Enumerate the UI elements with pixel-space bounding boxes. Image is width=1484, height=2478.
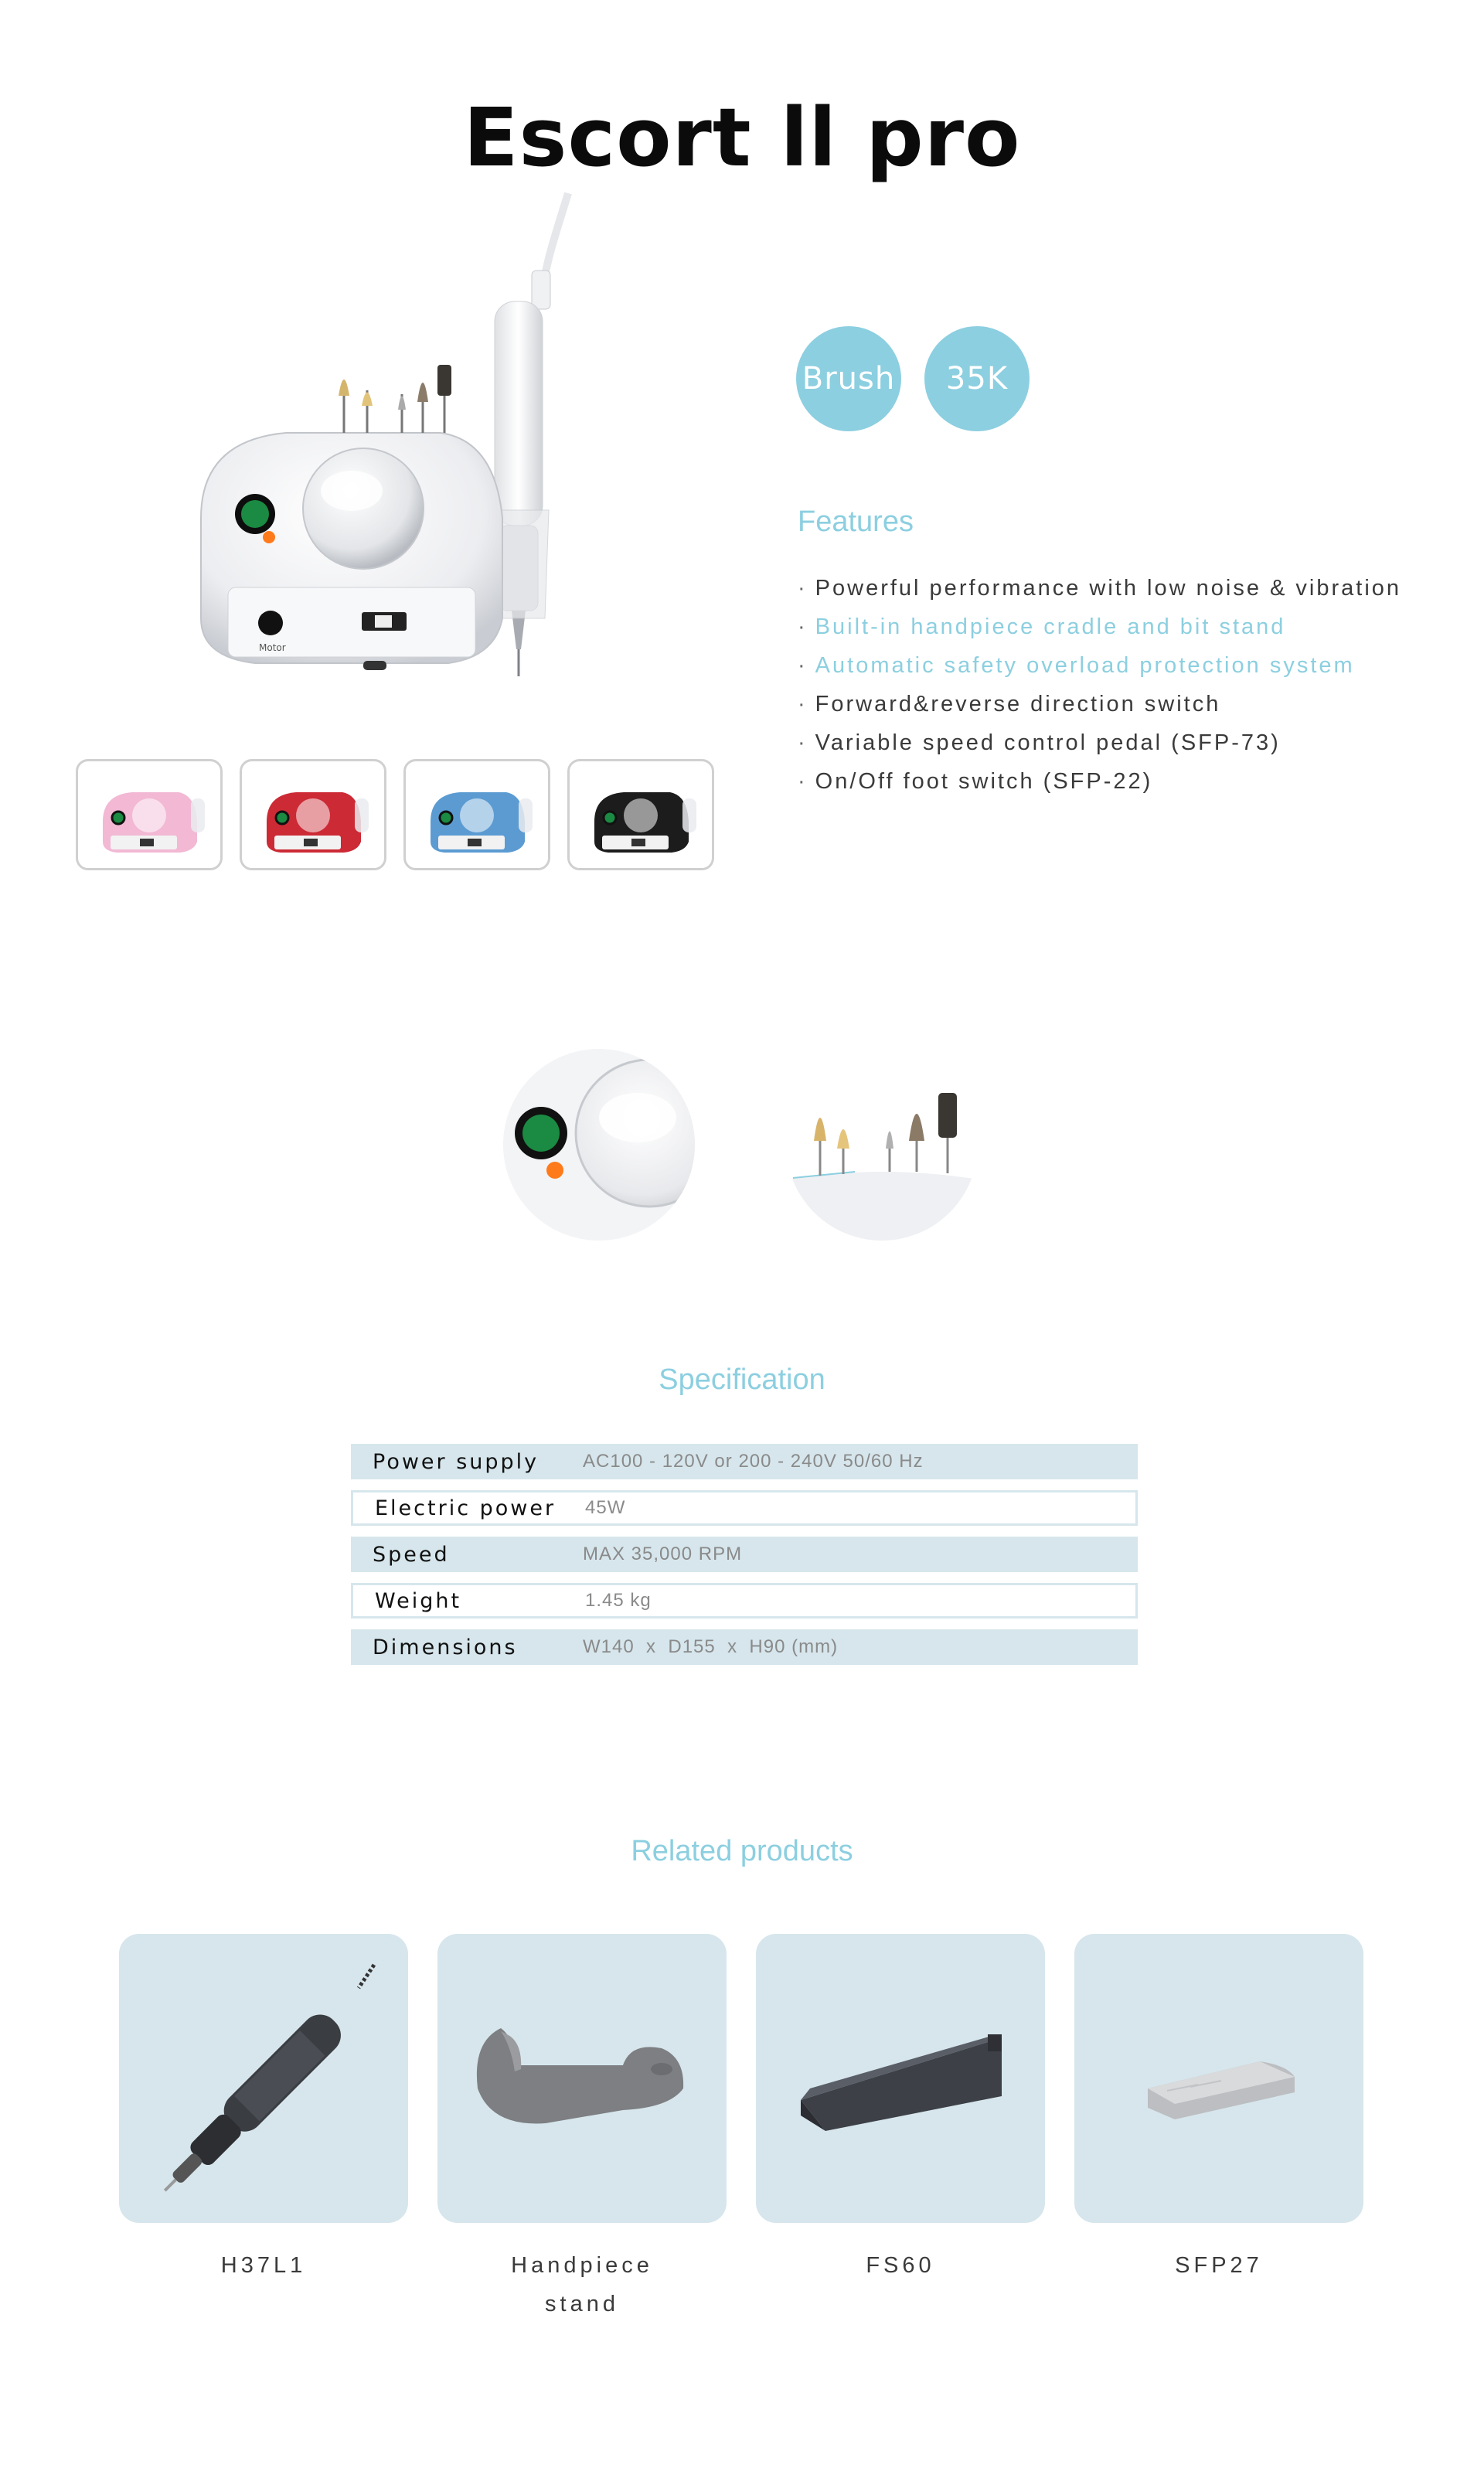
spec-label: Dimensions [373, 1635, 518, 1659]
related-label: H37L1 [220, 2253, 307, 2278]
related-label: SFP27 [1175, 2253, 1263, 2278]
spec-value: W140 x D155 x H90 (mm) [583, 1636, 839, 1657]
color-option-blue[interactable] [403, 759, 550, 870]
color-thumb-image [94, 775, 209, 859]
spec-row [351, 1444, 1138, 1479]
spec-row [351, 1490, 1138, 1526]
feature-item: · Variable speed control pedal (SFP-73) [798, 730, 1281, 755]
spec-label: Power supply [373, 1449, 539, 1474]
related-label: FS60 [866, 2253, 935, 2278]
color-thumb-image [257, 775, 373, 859]
feature-item: · Powerful performance with low noise & vibration [798, 576, 1402, 601]
related-card-h37l1[interactable] [119, 1934, 408, 2223]
spec-row [351, 1583, 1138, 1619]
color-option-pink[interactable] [76, 759, 223, 870]
badge-speed: 35K [924, 326, 1030, 431]
detail-bits-image [785, 1048, 979, 1241]
feature-item: · Forward&reverse direction switch [798, 692, 1221, 717]
spec-value: 1.45 kg [585, 1590, 652, 1611]
color-option-red[interactable] [240, 759, 386, 870]
feature-item: · Built-in handpiece cradle and bit stand [798, 614, 1286, 639]
feature-item: · On/Off foot switch (SFP-22) [798, 769, 1153, 794]
related-card-handpiece-stand[interactable] [437, 1934, 727, 2223]
badge-brush: Brush [796, 326, 901, 431]
stand-icon [437, 1934, 727, 2223]
features-heading: Features [798, 505, 914, 538]
color-thumb-image [421, 775, 537, 859]
detail-switch-image [502, 1048, 696, 1241]
spec-label: Electric power [375, 1496, 556, 1520]
spec-value: MAX 35,000 RPM [583, 1544, 743, 1564]
related-card-sfp27[interactable] [1074, 1934, 1363, 2223]
foot-pedal-icon [756, 1934, 1045, 2223]
features-list [798, 569, 1462, 801]
foot-switch-icon [1074, 1934, 1363, 2223]
product-hero-image [155, 186, 587, 696]
related-products-heading: Related products [631, 1835, 853, 1867]
feature-item: · Automatic safety overload protection system [798, 653, 1355, 678]
spec-value: AC100 - 120V or 200 - 240V 50/60 Hz [583, 1451, 924, 1472]
handpiece-icon [119, 1934, 408, 2223]
spec-label: Speed [373, 1542, 450, 1567]
color-thumb-image [585, 775, 701, 859]
specification-heading: Specification [659, 1363, 825, 1396]
svg-text:Motor: Motor [259, 642, 286, 653]
spec-row [351, 1537, 1138, 1572]
page-title: Escort ll pro [463, 90, 1021, 185]
related-card-fs60[interactable] [756, 1934, 1045, 2223]
related-label: Handpiece stand [511, 2253, 653, 2316]
spec-label: Weight [375, 1588, 462, 1613]
spec-row [351, 1629, 1138, 1665]
color-option-black[interactable] [567, 759, 714, 870]
spec-value: 45W [585, 1497, 626, 1518]
